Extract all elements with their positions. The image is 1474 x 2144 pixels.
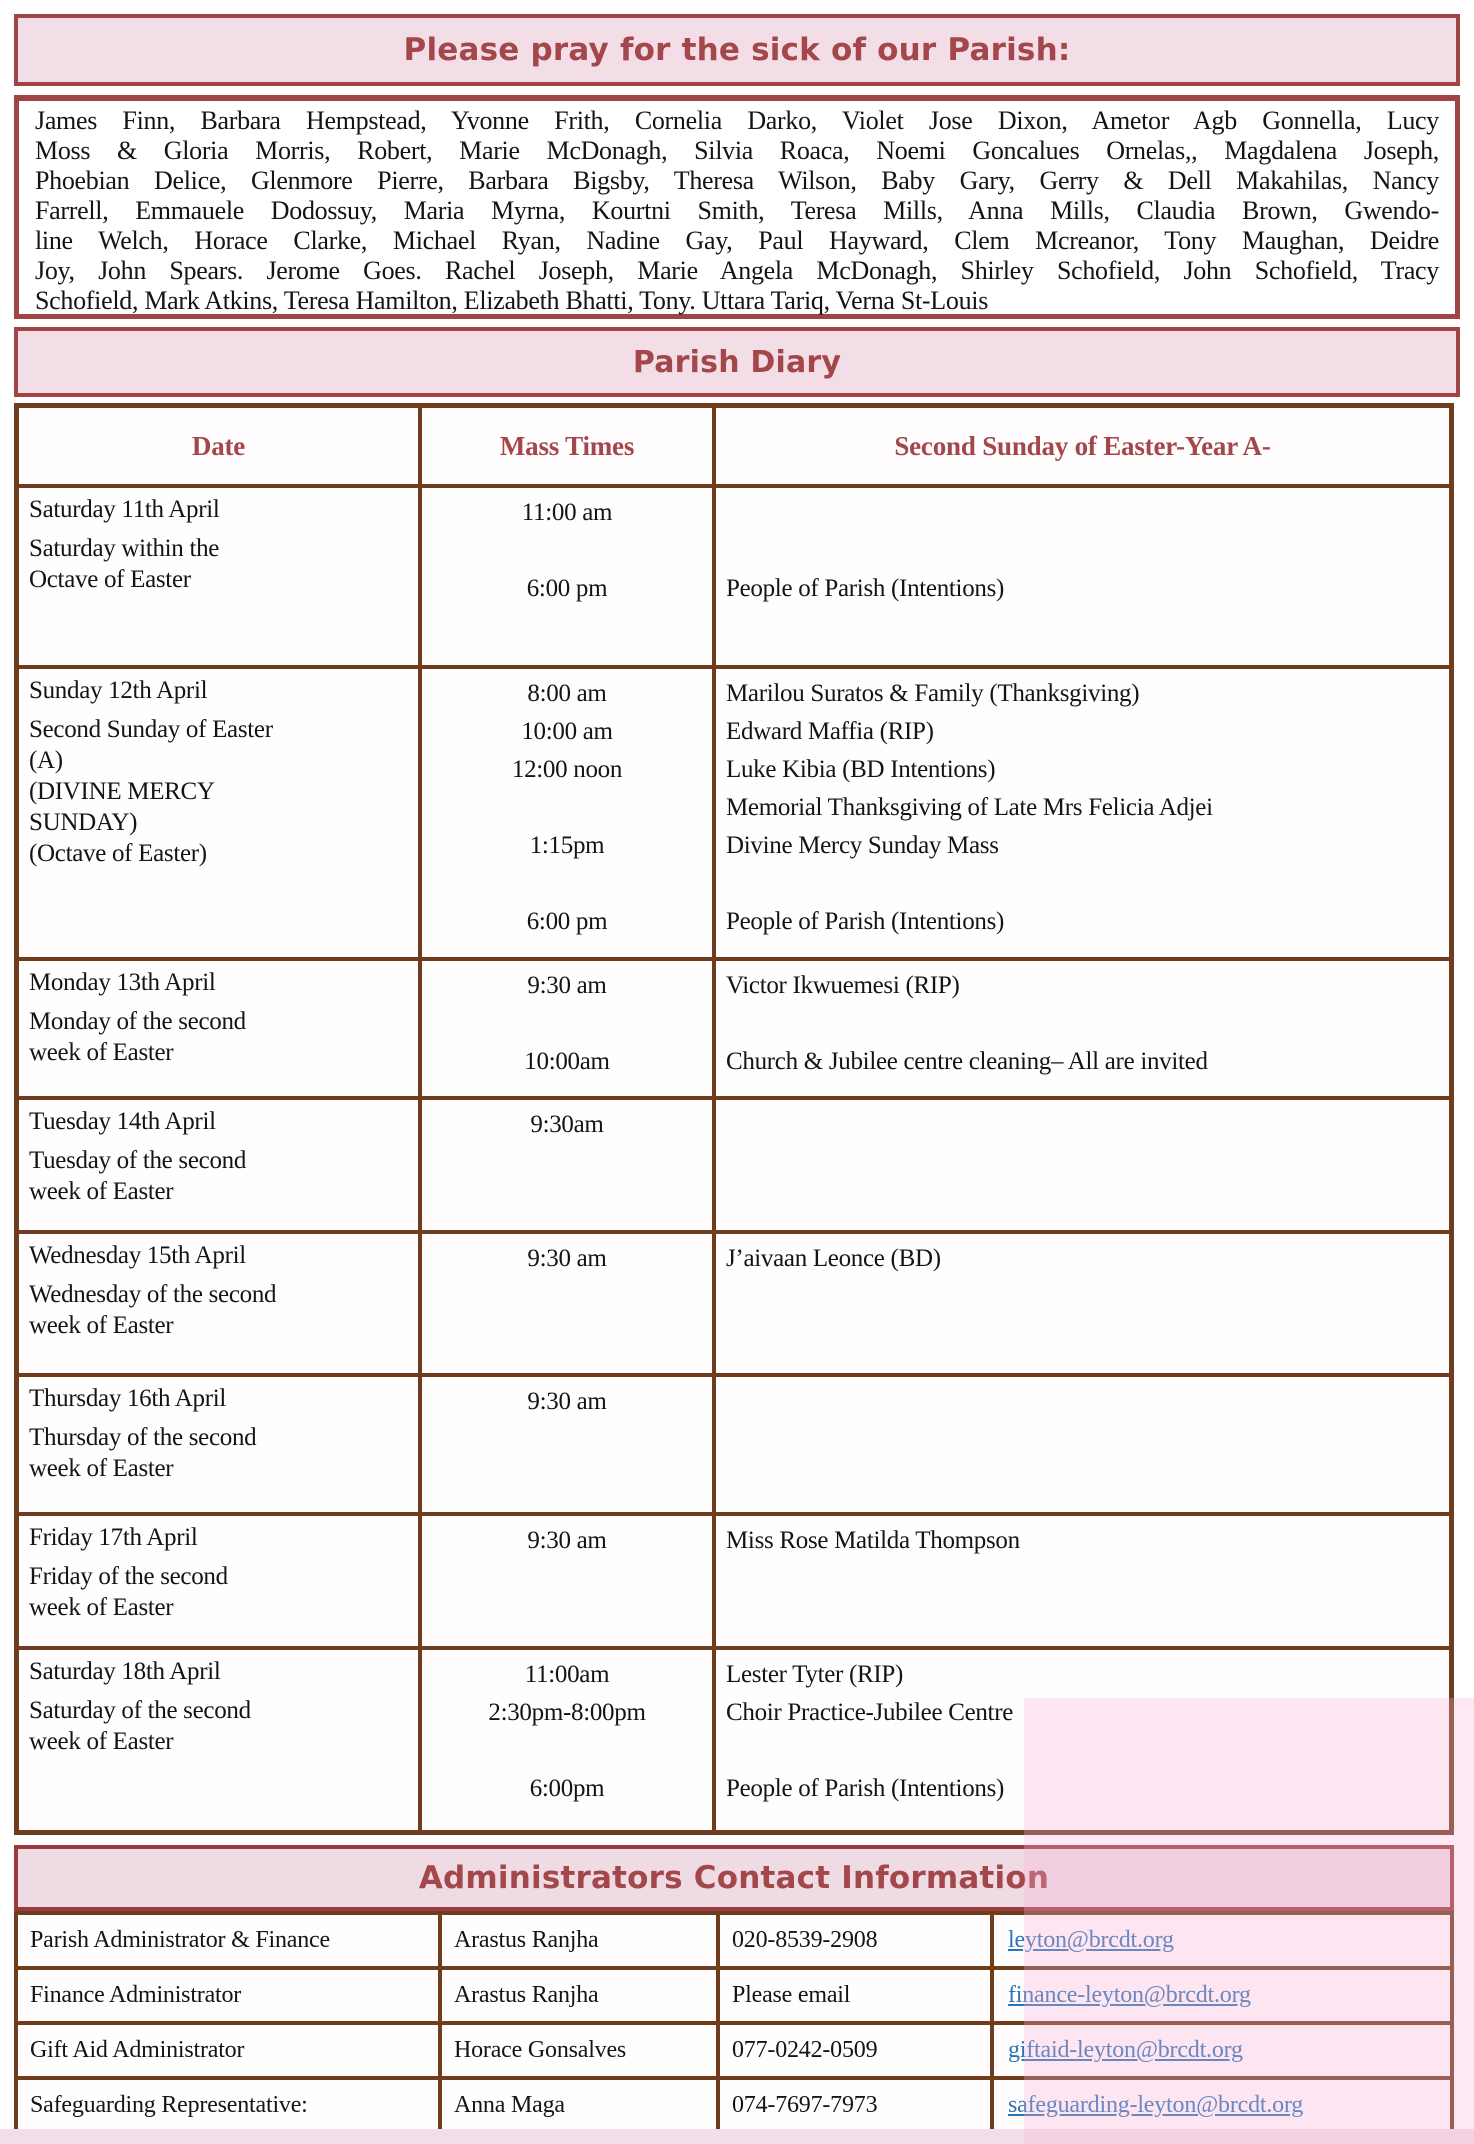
diary-cell-line: Friday 17th April [29, 1524, 198, 1551]
bottom-pink-strip [0, 2129, 1474, 2144]
diary-cell-line: 9:30am [530, 1111, 604, 1138]
sick-list-line: line Welch, Horace Clarke, Michael Ryan, Nadine Gay, Paul Hayward, Clem Mcreanor, Tony Maughan, Deidre [35, 226, 1439, 255]
contact-email-link[interactable]: giftaid-leyton@brcdt.org [1008, 2037, 1243, 2063]
diary-cell-line: 6:00 pm [526, 908, 608, 935]
diary-cell-line: Thursday 16th April [29, 1385, 227, 1412]
sick-list-line: Schofield, Mark Atkins, Teresa Hamilton, Elizabeth Bhatti, Tony. Uttara Tariq, Verna St-Louis [35, 286, 989, 315]
diary-cell-line: 11:00 am [521, 499, 613, 526]
diary-cell-line: (A) [29, 747, 63, 774]
diary-date-cell [19, 961, 418, 1096]
diary-cell-line: Miss Rose Matilda Thompson [726, 1527, 1020, 1554]
contact-name-cell: Arastus Ranjha [438, 1915, 716, 1966]
diary-intentions-cell [712, 669, 1449, 957]
diary-column-header-mass-times: Mass Times [418, 408, 712, 484]
diary-cell-line: Saturday within the [29, 535, 220, 562]
diary-cell-line: Tuesday of the second [29, 1147, 247, 1174]
diary-cell-line: Octave of Easter [29, 566, 191, 593]
diary-cell-line: week of Easter [29, 1178, 174, 1205]
diary-cell-line: People of Parish (Intentions) [726, 1775, 1005, 1802]
diary-intentions-cell [712, 1100, 1449, 1230]
contact-phone-cell: 077-0242-0509 [716, 2025, 990, 2076]
diary-cell-line: Saturday 18th April [29, 1658, 221, 1685]
diary-cell-line: Tuesday 14th April [29, 1108, 216, 1135]
contact-email-link[interactable]: safeguarding-leyton@brcdt.org [1008, 2092, 1304, 2118]
contact-email-cell [990, 2080, 1450, 2131]
sick-list-line: James Finn, Barbara Hempstead, Yvonne Frith, Cornelia Darko, Violet Jose Dixon, Ametor Agb Gonnella, Lucy [35, 106, 1439, 135]
diary-date-cell [19, 1377, 418, 1512]
diary-cell-line [422, 1005, 712, 1043]
admin-contact-title: Administrators Contact Information [418, 1860, 1050, 1896]
diary-cell-line: Marilou Suratos & Family (Thanksgiving) [726, 680, 1140, 707]
diary-cell-line: 1:15pm [529, 832, 605, 859]
diary-cell-line: week of Easter [29, 1594, 174, 1621]
diary-cell-line: Wednesday of the second [29, 1281, 277, 1308]
diary-intentions-cell [712, 1234, 1449, 1373]
diary-row [19, 484, 1449, 665]
diary-cell-line: J’aivaan Leonce (BD) [726, 1245, 941, 1272]
diary-cell-line: week of Easter [29, 1312, 174, 1339]
diary-intentions-cell [712, 1377, 1449, 1512]
diary-date-cell [19, 1650, 418, 1830]
sick-list-line: Moss & Gloria Morris, Robert, Marie McDonagh, Silvia Roaca, Noemi Goncalues Ornelas,, Magdalena Joseph, [35, 136, 1439, 165]
contact-role-cell: Parish Administrator & Finance [30, 1927, 330, 1953]
diary-cell-line: Choir Practice-Jubilee Centre [726, 1699, 1014, 1726]
diary-date-cell [19, 1100, 418, 1230]
contact-name-cell: Arastus Ranjha [438, 1970, 716, 2021]
diary-cell-line: (DIVINE MERCY [29, 778, 215, 805]
diary-cell-line: Luke Kibia (BD Intentions) [726, 756, 996, 783]
diary-intentions-cell [712, 1516, 1449, 1646]
diary-cell-line: 2:30pm-8:00pm [488, 1699, 646, 1726]
sick-list-banner [14, 14, 1460, 86]
diary-cell-line: Saturday 11th April [29, 496, 220, 523]
contact-row [18, 2021, 1450, 2076]
parish-diary-title: Parish Diary [632, 344, 842, 380]
diary-cell-line [726, 532, 1443, 570]
diary-row [19, 665, 1449, 957]
diary-cell-line [726, 865, 1443, 903]
diary-mass-times-cell [418, 1100, 712, 1230]
contact-phone-cell: 020-8539-2908 [716, 1915, 990, 1966]
diary-row [19, 1373, 1449, 1512]
diary-cell-line: 9:30 am [527, 972, 607, 999]
parish-diary-banner [14, 327, 1460, 397]
diary-cell-line: People of Parish (Intentions) [726, 575, 1005, 602]
contact-email-cell [990, 1970, 1450, 2021]
diary-cell-line: week of Easter [29, 1455, 174, 1482]
diary-cell-line: Thursday of the second [29, 1424, 257, 1451]
contact-role-cell: Gift Aid Administrator [30, 2037, 245, 2063]
diary-intentions-cell [712, 961, 1449, 1096]
diary-header-row [19, 408, 1449, 484]
diary-cell-line: Saturday of the second [29, 1697, 251, 1724]
diary-cell-line: Monday of the second [29, 1008, 246, 1035]
diary-cell-line: Friday of the second [29, 1563, 228, 1590]
diary-date-cell [19, 488, 418, 665]
diary-cell-line: 6:00pm [529, 1775, 605, 1802]
admin-contact-table [14, 1911, 1454, 2135]
diary-mass-times-cell [418, 488, 712, 665]
diary-row [19, 1230, 1449, 1373]
contact-row [18, 1915, 1450, 1966]
diary-mass-times-cell [418, 1377, 712, 1512]
diary-cell-line [726, 1005, 1443, 1043]
diary-cell-line: week of Easter [29, 1728, 174, 1755]
diary-mass-times-cell [418, 1234, 712, 1373]
diary-column-header-sunday: Second Sunday of Easter-Year A- [712, 408, 1449, 484]
diary-cell-line: week of Easter [29, 1039, 174, 1066]
diary-row [19, 1512, 1449, 1646]
contact-email-cell [990, 1915, 1450, 1966]
diary-cell-line: Second Sunday of Easter [29, 716, 273, 743]
contact-role-cell: Finance Administrator [30, 1982, 242, 2008]
diary-cell-line: Church & Jubilee centre cleaning– All are invited [726, 1048, 1208, 1075]
diary-cell-line [726, 494, 1443, 532]
contact-email-cell [990, 2025, 1450, 2076]
diary-cell-line: Victor Ikwuemesi (RIP) [726, 972, 960, 999]
contact-phone-cell: 074-7697-7973 [716, 2080, 990, 2131]
diary-cell-line: 9:30 am [527, 1245, 607, 1272]
diary-cell-line: 8:00 am [527, 680, 607, 707]
diary-cell-line: 9:30 am [527, 1388, 607, 1415]
diary-column-header-date: Date [191, 430, 246, 461]
diary-date-cell [19, 1516, 418, 1646]
diary-intentions-cell [712, 488, 1449, 665]
diary-cell-line: 9:30 am [527, 1527, 607, 1554]
diary-date-cell [19, 669, 418, 957]
contact-name-cell: Anna Maga [438, 2080, 716, 2131]
diary-cell-line: 10:00am [524, 1048, 610, 1075]
sick-list-line: Joy, John Spears. Jerome Goes. Rachel Joseph, Marie Angela McDonagh, Shirley Schofield, John Schofield, Tracy [35, 256, 1439, 285]
diary-row [19, 1646, 1449, 1830]
diary-date-cell [19, 1234, 418, 1373]
diary-mass-times-cell [418, 1650, 712, 1830]
diary-cell-line: 12:00 noon [511, 756, 623, 783]
diary-intentions-cell [712, 1650, 1449, 1830]
diary-row [19, 1096, 1449, 1230]
diary-cell-line: (Octave of Easter) [29, 840, 207, 867]
admin-contact-banner [14, 1845, 1454, 1911]
diary-cell-line: Wednesday 15th April [29, 1242, 246, 1269]
sick-list-box [14, 95, 1460, 319]
diary-cell-line: Memorial Thanksgiving of Late Mrs Felicia Adjei [726, 794, 1213, 821]
parish-diary-table [14, 403, 1454, 1835]
contact-row [18, 2076, 1450, 2131]
diary-cell-line: SUNDAY) [29, 809, 138, 836]
diary-cell-line: Edward Maffia (RIP) [726, 718, 934, 745]
contact-row [18, 1966, 1450, 2021]
contact-email-link[interactable]: leyton@brcdt.org [1008, 1927, 1174, 1953]
contact-role-cell: Safeguarding Representative: [30, 2092, 308, 2118]
diary-cell-line [422, 865, 712, 903]
diary-cell-line: Divine Mercy Sunday Mass [726, 832, 999, 859]
sick-list-title: Please pray for the sick of our Parish: [403, 32, 1071, 68]
diary-cell-line: 10:00 am [521, 718, 613, 745]
sick-list-line: Farrell, Emmauele Dodossuy, Maria Myrna, Kourtni Smith, Teresa Mills, Anna Mills, Claudia Brown, Gwendo- [35, 196, 1439, 225]
diary-mass-times-cell [418, 669, 712, 957]
contact-phone-cell: Please email [716, 1970, 990, 2021]
diary-cell-line: 6:00 pm [526, 575, 608, 602]
diary-cell-line [726, 1732, 1443, 1770]
contact-email-link[interactable]: finance-leyton@brcdt.org [1008, 1982, 1251, 2008]
diary-cell-line [422, 532, 712, 570]
diary-row [19, 957, 1449, 1096]
diary-mass-times-cell [418, 961, 712, 1096]
diary-cell-line: Lester Tyter (RIP) [726, 1661, 904, 1688]
diary-cell-line: Monday 13th April [29, 969, 216, 996]
diary-cell-line: People of Parish (Intentions) [726, 908, 1005, 935]
sick-list-line: Phoebian Delice, Glenmore Pierre, Barbara Bigsby, Theresa Wilson, Baby Gary, Gerry & Dell Makahilas, Nancy [35, 166, 1439, 195]
diary-cell-line: 11:00am [524, 1661, 610, 1688]
diary-cell-line [422, 789, 712, 827]
diary-mass-times-cell [418, 1516, 712, 1646]
contact-name-cell: Horace Gonsalves [438, 2025, 716, 2076]
diary-cell-line: Sunday 12th April [29, 677, 208, 704]
diary-cell-line [422, 1732, 712, 1770]
